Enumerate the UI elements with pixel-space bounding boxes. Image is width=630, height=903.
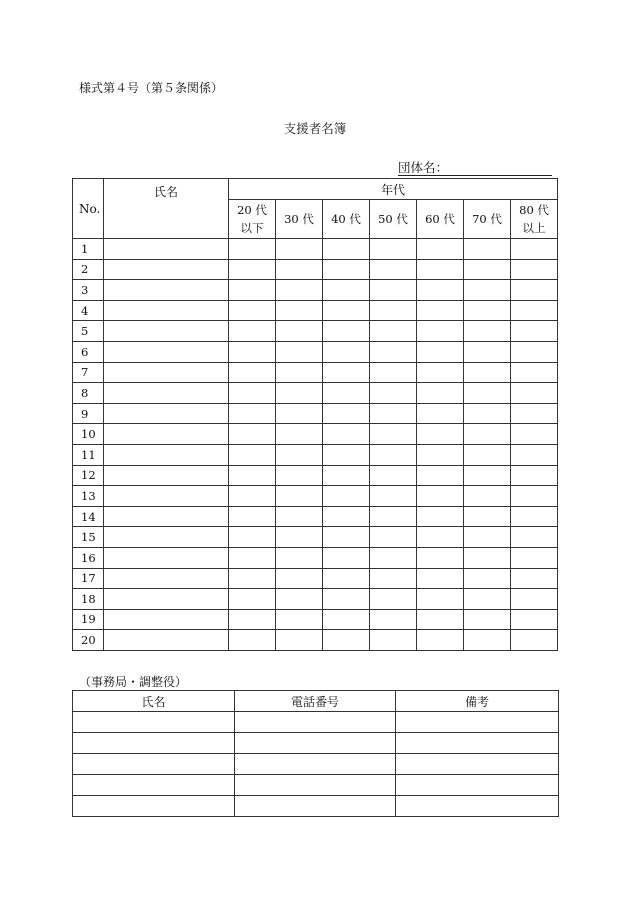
age-check-cell[interactable] xyxy=(276,506,323,527)
row-number: 14 xyxy=(73,506,104,527)
age-check-cell[interactable] xyxy=(370,465,417,486)
age-check-cell[interactable] xyxy=(370,321,417,342)
name-cell[interactable] xyxy=(104,403,229,424)
name-cell[interactable] xyxy=(104,280,229,301)
age-check-cell[interactable] xyxy=(276,424,323,445)
name-cell[interactable] xyxy=(104,506,229,527)
age-check-cell[interactable] xyxy=(323,589,370,610)
age-header-line2: 以上 xyxy=(522,221,546,235)
name-cell[interactable] xyxy=(104,424,229,445)
age-check-cell[interactable] xyxy=(370,589,417,610)
age-check-cell[interactable] xyxy=(229,486,276,507)
name-cell[interactable] xyxy=(104,589,229,610)
age-check-cell[interactable] xyxy=(276,609,323,630)
age-column-header xyxy=(323,200,370,239)
row-number: 20 xyxy=(73,630,104,651)
table-row xyxy=(73,341,558,362)
age-header-line2: 以下 xyxy=(240,221,264,235)
age-header-line1: 60 代 xyxy=(425,212,455,226)
age-check-cell[interactable] xyxy=(417,589,464,610)
row-number: 12 xyxy=(73,465,104,486)
secretariat-name-cell[interactable] xyxy=(73,733,235,754)
table-row xyxy=(73,796,559,817)
age-check-cell[interactable] xyxy=(464,341,511,362)
row-number: 18 xyxy=(73,589,104,610)
name-cell[interactable] xyxy=(104,383,229,404)
table-row xyxy=(73,589,558,610)
age-check-cell[interactable] xyxy=(229,259,276,280)
table-row xyxy=(73,239,558,260)
age-check-cell[interactable] xyxy=(464,547,511,568)
age-check-cell[interactable] xyxy=(323,259,370,280)
age-check-cell[interactable] xyxy=(323,362,370,383)
age-check-cell[interactable] xyxy=(276,589,323,610)
name-cell[interactable] xyxy=(104,486,229,507)
age-check-cell[interactable] xyxy=(229,465,276,486)
table-row xyxy=(73,609,558,630)
age-check-cell[interactable] xyxy=(370,609,417,630)
age-check-cell[interactable] xyxy=(464,609,511,630)
age-check-cell[interactable] xyxy=(464,383,511,404)
age-check-cell[interactable] xyxy=(323,239,370,260)
secretariat-phone-header: 電話番号 xyxy=(235,691,396,712)
age-check-cell[interactable] xyxy=(417,547,464,568)
row-number: 8 xyxy=(73,383,104,404)
secretariat-name-cell[interactable] xyxy=(73,712,235,733)
age-check-cell[interactable] xyxy=(323,547,370,568)
age-check-cell[interactable] xyxy=(229,589,276,610)
age-check-cell[interactable] xyxy=(464,403,511,424)
table-row xyxy=(73,362,558,383)
age-check-cell[interactable] xyxy=(370,568,417,589)
age-check-cell[interactable] xyxy=(323,444,370,465)
age-check-cell[interactable] xyxy=(229,341,276,362)
row-number: 17 xyxy=(73,568,104,589)
age-check-cell[interactable] xyxy=(464,259,511,280)
age-check-cell[interactable] xyxy=(323,506,370,527)
table-row xyxy=(73,486,558,507)
document-title: 支援者名簿 xyxy=(283,121,347,136)
age-check-cell[interactable] xyxy=(323,280,370,301)
row-number: 9 xyxy=(73,403,104,424)
row-number: 16 xyxy=(73,547,104,568)
age-check-cell[interactable] xyxy=(229,300,276,321)
age-header-line1: 40 代 xyxy=(331,212,361,226)
age-check-cell[interactable] xyxy=(370,506,417,527)
secretariat-notes-header: 備考 xyxy=(396,691,559,712)
age-check-cell[interactable] xyxy=(276,239,323,260)
age-check-cell[interactable] xyxy=(511,609,558,630)
age-check-cell[interactable] xyxy=(370,424,417,445)
table-row xyxy=(73,547,558,568)
age-check-cell[interactable] xyxy=(511,444,558,465)
age-group-header: 年代 xyxy=(229,179,558,200)
age-check-cell[interactable] xyxy=(417,527,464,548)
age-check-cell[interactable] xyxy=(323,527,370,548)
age-check-cell[interactable] xyxy=(511,321,558,342)
name-cell[interactable] xyxy=(104,300,229,321)
age-check-cell[interactable] xyxy=(464,486,511,507)
age-check-cell[interactable] xyxy=(417,609,464,630)
age-check-cell[interactable] xyxy=(464,300,511,321)
age-check-cell[interactable] xyxy=(229,362,276,383)
row-number: 13 xyxy=(73,486,104,507)
age-check-cell[interactable] xyxy=(464,527,511,548)
table-row xyxy=(73,383,558,404)
name-cell[interactable] xyxy=(104,362,229,383)
table-row xyxy=(73,424,558,445)
age-check-cell[interactable] xyxy=(323,609,370,630)
table-row xyxy=(73,465,558,486)
age-check-cell[interactable] xyxy=(417,321,464,342)
age-check-cell[interactable] xyxy=(464,362,511,383)
row-number: 15 xyxy=(73,527,104,548)
age-check-cell[interactable] xyxy=(323,630,370,651)
age-check-cell[interactable] xyxy=(276,403,323,424)
age-check-cell[interactable] xyxy=(323,568,370,589)
secretariat-name-header: 氏名 xyxy=(73,691,235,712)
age-check-cell[interactable] xyxy=(370,300,417,321)
age-check-cell[interactable] xyxy=(370,383,417,404)
age-check-cell[interactable] xyxy=(276,321,323,342)
age-check-cell[interactable] xyxy=(370,259,417,280)
age-check-cell[interactable] xyxy=(511,486,558,507)
age-check-cell[interactable] xyxy=(229,547,276,568)
name-cell[interactable] xyxy=(104,341,229,362)
age-check-cell[interactable] xyxy=(276,527,323,548)
age-check-cell[interactable] xyxy=(370,280,417,301)
age-check-cell[interactable] xyxy=(323,403,370,424)
table-row xyxy=(73,300,558,321)
age-check-cell[interactable] xyxy=(417,568,464,589)
row-number: 2 xyxy=(73,259,104,280)
age-check-cell[interactable] xyxy=(276,444,323,465)
age-check-cell[interactable] xyxy=(323,465,370,486)
age-check-cell[interactable] xyxy=(464,465,511,486)
name-cell[interactable] xyxy=(104,547,229,568)
age-check-cell[interactable] xyxy=(276,465,323,486)
age-check-cell[interactable] xyxy=(276,568,323,589)
age-check-cell[interactable] xyxy=(464,321,511,342)
table-row xyxy=(73,630,558,651)
name-column-header: 氏名 xyxy=(104,179,229,239)
age-check-cell[interactable] xyxy=(464,424,511,445)
age-check-cell[interactable] xyxy=(417,506,464,527)
age-check-cell[interactable] xyxy=(370,630,417,651)
age-header-line1: 70 代 xyxy=(472,212,502,226)
age-check-cell[interactable] xyxy=(464,280,511,301)
age-check-cell[interactable] xyxy=(276,362,323,383)
secretariat-name-cell[interactable] xyxy=(73,775,235,796)
secretariat-notes-cell[interactable] xyxy=(396,733,559,754)
supporter-table xyxy=(72,178,558,651)
age-check-cell[interactable] xyxy=(417,362,464,383)
age-check-cell[interactable] xyxy=(511,630,558,651)
age-check-cell[interactable] xyxy=(511,300,558,321)
age-check-cell[interactable] xyxy=(511,403,558,424)
age-check-cell[interactable] xyxy=(417,300,464,321)
age-check-cell[interactable] xyxy=(276,280,323,301)
age-check-cell[interactable] xyxy=(370,362,417,383)
age-check-cell[interactable] xyxy=(229,568,276,589)
age-check-cell[interactable] xyxy=(511,547,558,568)
age-check-cell[interactable] xyxy=(323,383,370,404)
row-number: 7 xyxy=(73,362,104,383)
table-row xyxy=(73,733,559,754)
age-check-cell[interactable] xyxy=(229,383,276,404)
age-check-cell[interactable] xyxy=(323,300,370,321)
age-header-line1: 50 代 xyxy=(378,212,408,226)
secretariat-label: （事務局・調整役） xyxy=(79,675,188,689)
age-check-cell[interactable] xyxy=(370,239,417,260)
age-column-header xyxy=(511,200,558,239)
age-check-cell[interactable] xyxy=(511,589,558,610)
age-check-cell[interactable] xyxy=(370,403,417,424)
group-name-field[interactable] xyxy=(398,161,552,176)
age-check-cell[interactable] xyxy=(511,568,558,589)
age-check-cell[interactable] xyxy=(229,403,276,424)
age-check-cell[interactable] xyxy=(276,486,323,507)
age-check-cell[interactable] xyxy=(417,444,464,465)
secretariat-phone-cell[interactable] xyxy=(235,775,396,796)
age-check-cell[interactable] xyxy=(370,341,417,362)
name-cell[interactable] xyxy=(104,259,229,280)
name-cell[interactable] xyxy=(104,465,229,486)
age-header-line1: 80 代 xyxy=(519,203,549,217)
table-row xyxy=(73,754,559,775)
age-check-cell[interactable] xyxy=(417,383,464,404)
row-number: 6 xyxy=(73,341,104,362)
age-check-cell[interactable] xyxy=(276,300,323,321)
age-check-cell[interactable] xyxy=(511,280,558,301)
table-row xyxy=(73,712,559,733)
age-check-cell[interactable] xyxy=(276,547,323,568)
name-cell[interactable] xyxy=(104,321,229,342)
age-check-cell[interactable] xyxy=(276,383,323,404)
secretariat-phone-cell[interactable] xyxy=(235,733,396,754)
age-header-line1: 30 代 xyxy=(284,212,314,226)
table-row xyxy=(73,321,558,342)
name-cell[interactable] xyxy=(104,239,229,260)
age-check-cell[interactable] xyxy=(370,444,417,465)
table-row xyxy=(73,568,558,589)
age-check-cell[interactable] xyxy=(511,239,558,260)
secretariat-notes-cell[interactable] xyxy=(396,796,559,817)
secretariat-notes-cell[interactable] xyxy=(396,775,559,796)
age-check-cell[interactable] xyxy=(417,403,464,424)
name-cell[interactable] xyxy=(104,444,229,465)
age-check-cell[interactable] xyxy=(511,527,558,548)
row-number: 11 xyxy=(73,444,104,465)
secretariat-phone-cell[interactable] xyxy=(235,712,396,733)
age-check-cell[interactable] xyxy=(417,259,464,280)
age-check-cell[interactable] xyxy=(464,568,511,589)
age-column-header xyxy=(370,200,417,239)
age-check-cell[interactable] xyxy=(417,465,464,486)
age-check-cell[interactable] xyxy=(229,630,276,651)
no-column-header: No. xyxy=(73,179,104,239)
age-check-cell[interactable] xyxy=(417,630,464,651)
table-row xyxy=(73,527,558,548)
age-check-cell[interactable] xyxy=(511,506,558,527)
table-row xyxy=(73,775,559,796)
age-check-cell[interactable] xyxy=(276,341,323,362)
table-row xyxy=(73,259,558,280)
age-check-cell[interactable] xyxy=(229,239,276,260)
age-check-cell[interactable] xyxy=(229,506,276,527)
table-row xyxy=(73,444,558,465)
age-check-cell[interactable] xyxy=(229,527,276,548)
age-check-cell[interactable] xyxy=(370,486,417,507)
age-check-cell[interactable] xyxy=(229,609,276,630)
age-check-cell[interactable] xyxy=(276,259,323,280)
name-cell[interactable] xyxy=(104,527,229,548)
form-number-label: 様式第４号（第５条関係） xyxy=(79,81,224,95)
age-check-cell[interactable] xyxy=(417,341,464,362)
name-cell[interactable] xyxy=(104,609,229,630)
name-cell[interactable] xyxy=(104,630,229,651)
age-check-cell[interactable] xyxy=(464,630,511,651)
row-number: 1 xyxy=(73,239,104,260)
age-check-cell[interactable] xyxy=(417,486,464,507)
age-check-cell[interactable] xyxy=(511,424,558,445)
row-number: 4 xyxy=(73,300,104,321)
secretariat-notes-cell[interactable] xyxy=(396,712,559,733)
row-number: 10 xyxy=(73,424,104,445)
age-column-header xyxy=(229,200,276,239)
age-check-cell[interactable] xyxy=(323,321,370,342)
age-header-line1: 20 代 xyxy=(237,203,267,217)
age-check-cell[interactable] xyxy=(511,383,558,404)
age-check-cell[interactable] xyxy=(464,506,511,527)
secretariat-phone-cell[interactable] xyxy=(235,796,396,817)
age-check-cell[interactable] xyxy=(511,362,558,383)
table-row xyxy=(73,506,558,527)
age-check-cell[interactable] xyxy=(229,444,276,465)
secretariat-name-cell[interactable] xyxy=(73,796,235,817)
age-column-header xyxy=(464,200,511,239)
age-check-cell[interactable] xyxy=(276,630,323,651)
age-check-cell[interactable] xyxy=(511,259,558,280)
age-check-cell[interactable] xyxy=(417,280,464,301)
secretariat-phone-cell[interactable] xyxy=(235,754,396,775)
name-cell[interactable] xyxy=(104,568,229,589)
age-check-cell[interactable] xyxy=(464,589,511,610)
table-row xyxy=(73,280,558,301)
age-check-cell[interactable] xyxy=(323,341,370,362)
age-column-header xyxy=(276,200,323,239)
secretariat-table xyxy=(72,690,559,817)
age-check-cell[interactable] xyxy=(464,444,511,465)
age-check-cell[interactable] xyxy=(511,465,558,486)
age-check-cell[interactable] xyxy=(370,527,417,548)
age-check-cell[interactable] xyxy=(417,239,464,260)
age-check-cell[interactable] xyxy=(511,341,558,362)
age-check-cell[interactable] xyxy=(229,424,276,445)
age-check-cell[interactable] xyxy=(323,486,370,507)
age-check-cell[interactable] xyxy=(417,424,464,445)
secretariat-name-cell[interactable] xyxy=(73,754,235,775)
age-column-header xyxy=(417,200,464,239)
group-name-label: 団体名： xyxy=(398,160,449,175)
age-check-cell[interactable] xyxy=(323,424,370,445)
age-check-cell[interactable] xyxy=(229,321,276,342)
age-check-cell[interactable] xyxy=(370,547,417,568)
secretariat-notes-cell[interactable] xyxy=(396,754,559,775)
row-number: 5 xyxy=(73,321,104,342)
table-row xyxy=(73,403,558,424)
age-check-cell[interactable] xyxy=(464,239,511,260)
row-number: 19 xyxy=(73,609,104,630)
row-number: 3 xyxy=(73,280,104,301)
age-check-cell[interactable] xyxy=(229,280,276,301)
